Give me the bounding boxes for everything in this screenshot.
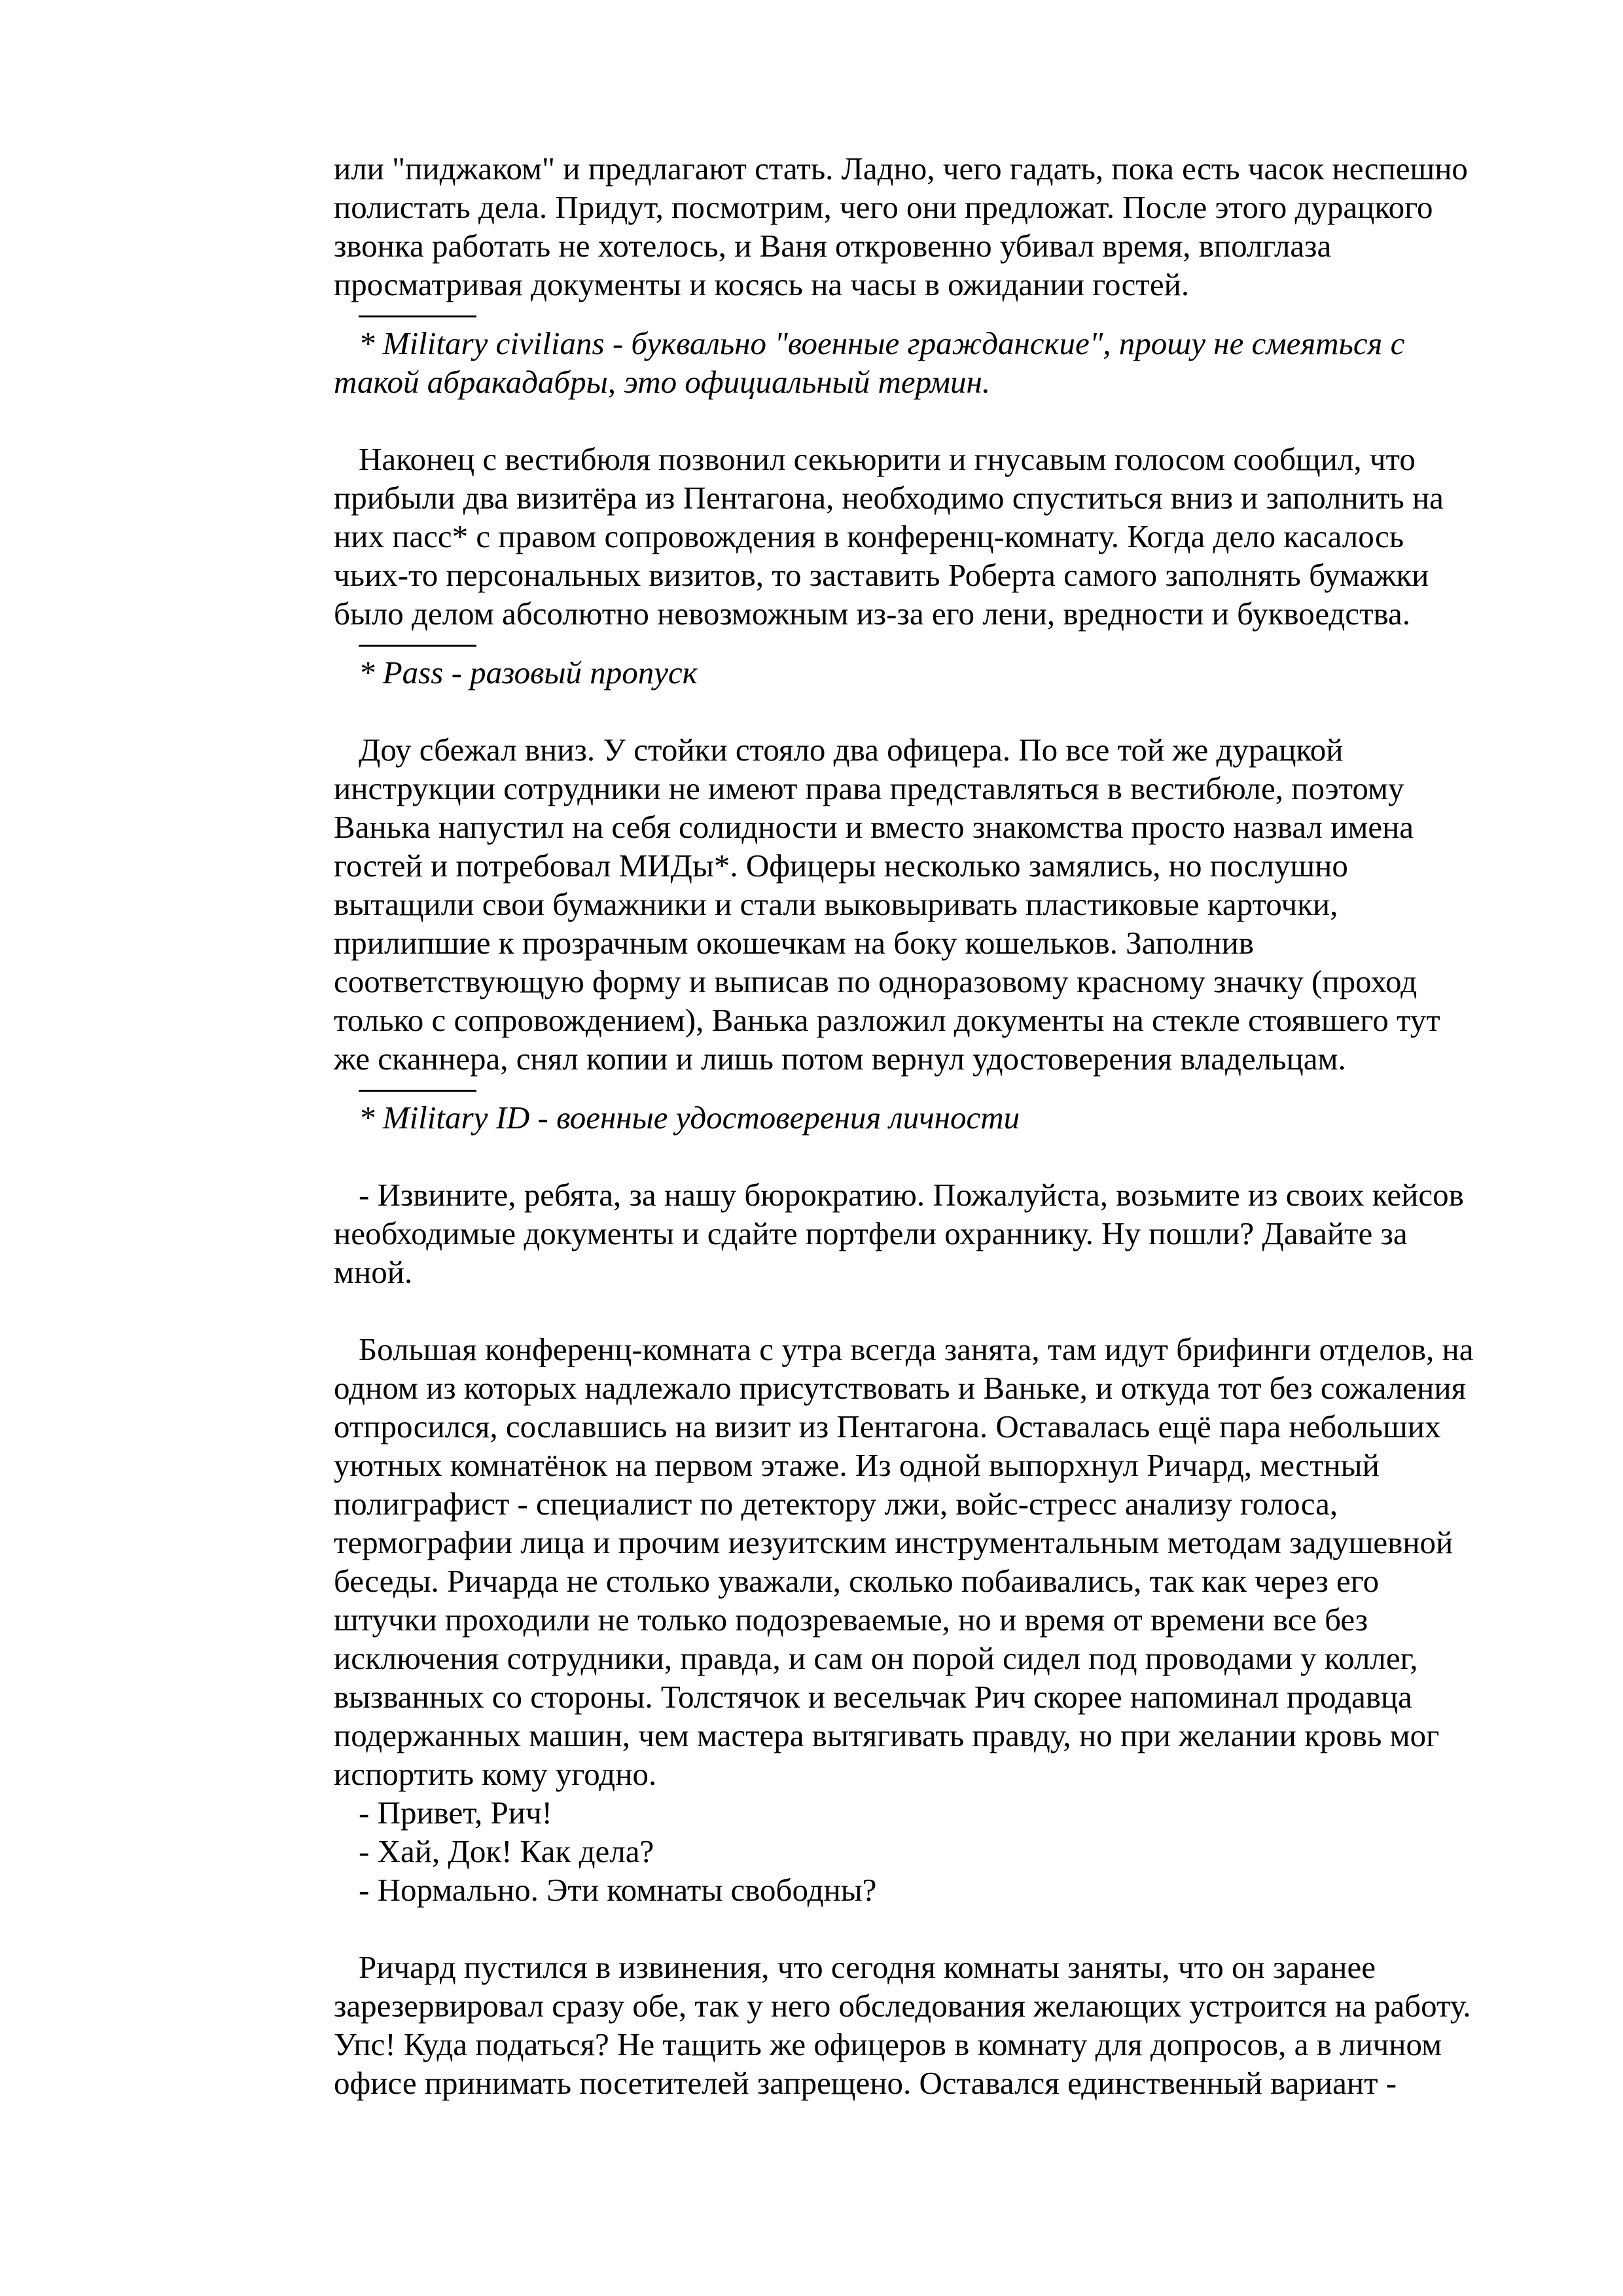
paragraph: Ричард пустился в извинения, что сегодня комнаты заняты, что он заранее зарезервировал сразу обе, так у него обследования желающих устроится на работу. Упс! Куда податься? Не тащить же офицеров в комнату для допросов, а в личном офисе принимать посетителей запрещено. Оставался единственный вариант - bbox=[334, 1949, 1471, 2101]
footnote: * Military civilians - буквально "военные гражданские", прошу не смеяться с такой абракадабры, это официальный термин. bbox=[334, 325, 1405, 400]
document-page bbox=[334, 149, 1512, 2102]
footnote-separator bbox=[359, 315, 476, 317]
paragraph: или "пиджаком" и предлагают стать. Ладно, чего гадать, пока есть часок неспешно полистать дела. Придут, посмотрим, чего они предложат. После этого дурацкого звонка работать не хотелось, и Ваня откровенно убивал время, вполглаза просматривая документы и косясь на часы в ожидании гостей. bbox=[334, 151, 1468, 302]
dialog-line: - Хай, Док! Как дела? bbox=[359, 1833, 654, 1869]
paragraph: Наконец с вестибюля позвонил секьюрити и гнусавым голосом сообщил, что прибыли два визитёра из Пентагона, необходимо спуститься вниз и заполнить на них пасс* с правом сопровождения в конференц-комнату. Когда дело касалось чьих-то персональных визитов, то заставить Роберта самого заполнять бумажки было делом абсолютно невозможным из-за его лени, вредности и буквоедства. bbox=[334, 441, 1444, 632]
paragraph: - Извините, ребята, за нашу бюрократию. Пожалуйста, возьмите из своих кейсов необходимые документы и сдайте портфели охраннику. Ну пошли? Давайте за мной. bbox=[334, 1177, 1464, 1290]
paragraph: Доу сбежал вниз. У стойки стояло два офицера. По все той же дурацкой инструкции сотрудники не имеют права представляться в вестибюле, поэтому Ванька напустил на себя солидности и вместо знакомства просто назвал имена гостей и потребовал МИДы*. Офицеры несколько замялись, но послушно вытащили свои бумажники и стали выковыривать пластиковые карточки, прилипшие к прозрачным окошечкам на боку кошельков. Заполнив соответствующую форму и выписав по одноразовому красному значку (проход только с сопровождением), Ванька разложил документы на стекле стоявшего тут же сканнера, снял копии и лишь потом вернул удостоверения владельцам. bbox=[334, 732, 1440, 1077]
footnote: * Military ID - военные удостоверения личности bbox=[359, 1100, 1020, 1136]
dialog-line: - Нормально. Эти комнаты свободны? bbox=[359, 1872, 877, 1908]
footnote-separator bbox=[359, 645, 476, 647]
footnote: * Pass - разовый пропуск bbox=[359, 655, 698, 691]
paragraph: Большая конференц-комната с утра всегда занята, там идут брифинги отделов, на одном из которых надлежало присутствовать и Ваньке, и откуда тот без сожаления отпросился, сославшись на визит из Пентагона. Оставалась ещё пара небольших уютных комнатёнок на первом этаже. Из одной выпорхнул Ричард, местный полиграфист - специалист по детектору лжи, войс-стресс анализу голоса, термографии лица и прочим иезуитским инструментальным методам задушевной беседы. Ричарда не столько уважали, сколько побаивались, так как через его штучки проходили не только подозреваемые, но и время от времени все без исключения сотрудники, правда, и сам он порой сидел под проводами у коллег, вызванных со стороны. Толстячок и весельчак Рич скорее напоминал продавца подержанных машин, чем мастера вытягивать правду, но при желании кровь мог испортить кому угодно. bbox=[334, 1331, 1474, 1792]
dialog-line: - Привет, Рич! bbox=[359, 1795, 552, 1831]
footnote-separator bbox=[359, 1090, 476, 1092]
